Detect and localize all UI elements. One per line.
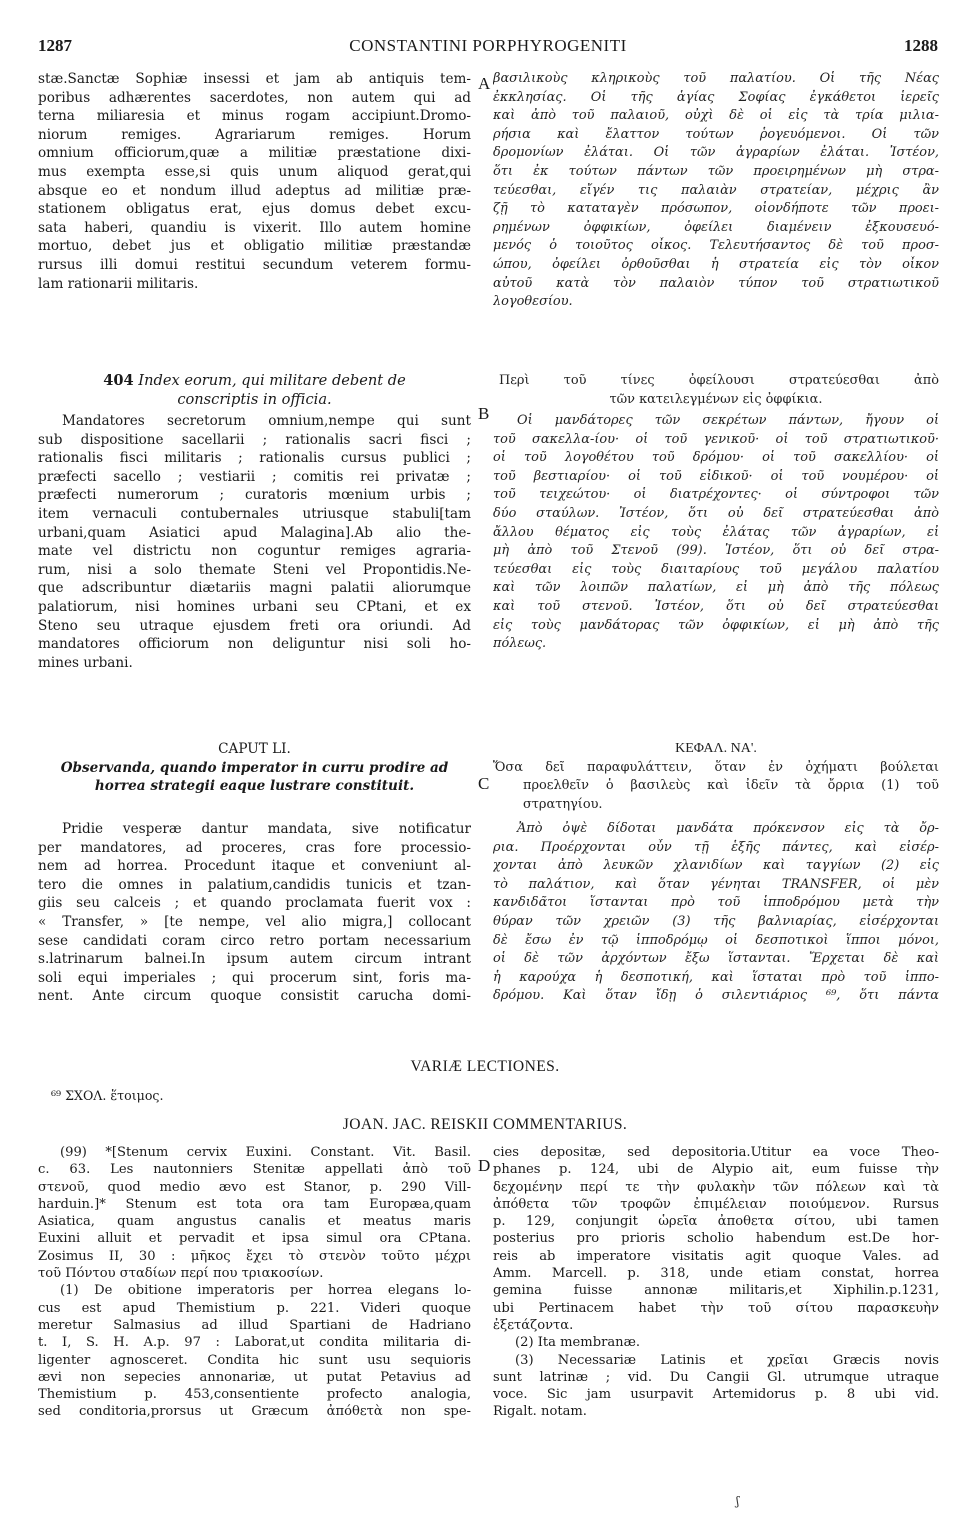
commentary-line: στενοῦ, quod medio ævo est Stanor, p. 290 Vill- — [38, 1179, 471, 1195]
latin-line: « Transfer, » [te nempe, vel alio migra,] collocant — [38, 913, 471, 930]
page-number-left: 1287 — [38, 36, 72, 55]
latin-line: rationalis fisci militaris ; rationalis cursus publici ; — [38, 450, 471, 467]
greek-caput-subtitle-cont: στρατηγίου. — [523, 796, 603, 812]
section-number: 404 — [103, 372, 134, 389]
greek-caput-subtitle-cont: προελθεῖν ὁ βασιλεὺς καὶ ἰδεῖν τὰ ὄρρια (1) τοῦ — [523, 778, 939, 794]
greek-line: Ἀπὸ ὀψὲ δίδοται μανδάτα πρόκενσον εἰς τὰ ὄρ- — [517, 821, 939, 836]
page-header — [38, 36, 938, 62]
greek-line: δὲ ἔσω ἐν τῷ ἱπποδρόμῳ οἱ δεσποτικοὶ ἵπποι μόνοι, — [493, 932, 939, 948]
commentary-line: Themistium p. 453,consentiente profecto analogia, — [38, 1387, 471, 1403]
greek-line: ώπου, ὀφείλει ὀρθοῦσθαι ἡ στρατεία εἰς τὸν οἶκον — [493, 256, 939, 272]
page-title: CONSTANTINI PORPHYROGENITI — [349, 36, 627, 55]
commentary-line: Zosimus II, 30 : μῆκος ἔχει τὸ στενὸν τοῦτο μέχρι — [38, 1248, 471, 1264]
greek-line: τεύεσθαι, εἴγέν τις παλαιὰν στρατείαν, μέχρις ἂν — [493, 182, 939, 198]
commentary-line: ævi non sepecies annonariæ, ut putat Petavius ad — [38, 1369, 471, 1385]
commentary-line: ἀπόθετα τῶν τροφῶν ἐπιμέλειαν ποιούμενον. Rursus — [493, 1196, 939, 1212]
greek-line: δρομονίων ἐλάται. Οἱ τῶν ἀγραρίων ἐλάται. Ἰστέον, — [493, 145, 939, 161]
latin-line: stæ.Sanctæ Sophiæ insessi et jam ab antiquis tem- — [38, 71, 471, 87]
greek-line: ζῇ τὸ καταταγὲν πρόσωπον, οἱονδήποτε τῶν προει- — [493, 201, 939, 217]
latin-line: soli equi imperiales ; qui procerum sint, foris ma- — [38, 969, 471, 986]
greek-line: θύραν τῶν χρειῶν (3) τῆς βαλνιαρίας, εἰσέρχονται — [493, 913, 939, 929]
latin-line: palatiorum, nisi homines urbani seu CPtani, et ex — [38, 598, 471, 615]
commentary-line: (1) De obitione imperatoris per horrea elegans lo- — [60, 1283, 471, 1299]
latin-line: Steno seu utraque ejusdem freti ora oriundi. Ad — [38, 617, 471, 634]
latin-line: Mandatores secretorum omnium,nempe qui sunt — [62, 413, 471, 429]
latin-line: terna miliaresia et minus rogam accipiunt.Dromo- — [38, 108, 471, 125]
commentary-line: Euxini alluit et pervadit et ipsa simul ora CPtana. — [38, 1231, 471, 1247]
commentary-line: harduin.]* Stenum est tota ora tam Europæa,quam — [38, 1196, 471, 1212]
latin-line: mandatores officiorum non deliguntur nisi soli ho- — [38, 636, 471, 653]
latin-line: sub dispositione sacellarii ; rationalis sacri fisci ; — [38, 431, 471, 448]
commentary-line: Asiatica, quam angustus canalis et meatus maris — [38, 1214, 471, 1230]
commentary-line: Rigalt. notam. — [493, 1404, 587, 1420]
greek-column-part3 — [493, 820, 939, 1006]
commentary-line: sunt latrinæ ; vid. Du Cangii Gl. utrumque utraque — [493, 1369, 939, 1385]
greek-line: πόλεως. — [493, 636, 547, 652]
commentary-line: meretur Salmasius ad illud Spartiani de Hadriano — [38, 1317, 471, 1333]
commentary-line: cus est apud Themistium p. 221. Videri quoque — [38, 1300, 471, 1316]
latin-line: stationem obligatus erat, ejus domus debet excu- — [38, 201, 471, 218]
greek-line: ὅτι ἐκ τούτων πάντων τῶν προειρημένων μὴ στρα- — [493, 163, 939, 179]
page-number-right: 1288 — [904, 36, 938, 55]
commentary-line: ubi Pertinacem habet τὴν τοῦ σίτου παρασκευὴν — [493, 1300, 939, 1316]
variae-lectiones-title: VARIÆ LECTIONES. — [410, 1058, 560, 1075]
latin-line: niorum remiges. Agrariarum remiges. Horum — [38, 126, 471, 143]
latin-line: rursus illi domui restitui secundum veterem formu- — [38, 256, 471, 273]
latin-column-part1 — [38, 70, 471, 293]
latin-line: tero die omnes in palatium,candidis tunicis et tzan- — [38, 876, 471, 893]
greek-line: βασιλικοὺς κληρικοὺς τοῦ παλατίου. Οἱ τῆς Νέας — [493, 71, 939, 86]
greek-caput-title: ΚΕΦΑΛ. ΝΑ'. — [675, 741, 757, 756]
greek-column-part1 — [493, 70, 939, 312]
latin-line: præfecti numerorum ; curatoris mœnium urbis ; — [38, 487, 471, 504]
caput-title: CAPUT LI. — [218, 741, 291, 757]
greek-line: αὐτοῦ κατὰ τὸν παλαιὸν τύπον τοῦ στρατιωτικοῦ — [493, 275, 939, 291]
greek-line: τοῦ τειχεώτου· οἱ διατρέχοντες· οἱ σύντροφοι τῶν — [493, 487, 939, 503]
latin-line: mortuo, debet jus et obligatio militiæ præstandæ — [38, 238, 471, 255]
greek-line: ἡ καρούχα ἡ δεσποτική, καὶ ἵσταται πρὸ τοῦ ἱππο- — [493, 969, 939, 985]
latin-line: mus exempta esse,si quis unum aliquod gerat,qui — [38, 163, 471, 180]
greek-line: ἄλλου θέματος εἰς τοὺς ἐλάτας τῶν ἀγραρίων, εἰ — [493, 524, 939, 540]
caput-subtitle-cont: horrea strategii eaque lustrare constituit. — [94, 778, 415, 795]
greek-line: δρόμου. Καὶ ὅταν ἴδῃ ὁ σιλεντιάριος ⁶⁹, ὅτι πάντα — [493, 988, 939, 1004]
commentary-line: (3) Necessariæ Latinis et χρεῖαι Græcis novis — [515, 1352, 939, 1368]
greek-line: μενός ὁ τοιοῦτος οἶκος. Τελευτήσαντος δὲ τοῦ προσ- — [493, 238, 939, 254]
commentary-line: c. 63. Les nautonniers Stenitæ appellati ἀπὸ τοῦ — [38, 1162, 471, 1178]
latin-section-404-heading — [38, 372, 471, 409]
margin-letter-c: C — [478, 774, 490, 793]
greek-line: λογοθεσίου. — [493, 294, 573, 310]
greek-line: κανδιδᾶτοι ἵστανται πρὸ τοῦ ἱπποδρόμου μετὰ τὴν — [493, 895, 939, 911]
latin-line: s.latrinarum balnei.In ipsum autem circum intrant — [38, 951, 471, 968]
section-title-cont: conscriptis in officia. — [177, 390, 332, 408]
commentary-line: ἐξετάζοντα. — [493, 1317, 574, 1333]
greek-line: τοῦ σακελλα-ίου· οἱ τοῦ γενικοῦ· οἱ τοῦ στρατιωτικοῦ· — [493, 431, 939, 447]
caput-subtitle: Observanda, quando imperator in curru prodire ad — [60, 759, 449, 776]
commentary-line: ligenter agnosceret. Condita hic sunt usu sequioris — [38, 1352, 471, 1368]
latin-line: per mandatores, ad proceres, cras fore processio- — [38, 839, 471, 856]
commentary-line: t. I, S. H. A.p. 97 : Laborat,ut condita militaria di- — [38, 1335, 471, 1351]
commentary-line: δεχομένην περί τε τὴν φυλακὴν τῶν πόλεων καὶ τὰ — [493, 1179, 939, 1195]
commentary-line: Amm. Marcell. p. 318, unde etiam constat, horrea — [493, 1266, 939, 1282]
greek-line: δύο σταύλων. Ἰστέον, ὅτι οὐ δεῖ στρατεύεσθαι ἀπὸ — [493, 505, 939, 521]
latin-line: mate vel districtu non coguntur remiges agraria- — [38, 543, 471, 560]
latin-line: que adscribuntur diætariis magni palatii aliorumque — [38, 580, 471, 597]
latin-line: omnium officiorum,quæ a militiæ præstatione dixi- — [38, 145, 471, 162]
variant-note: ⁶⁹ ΣΧΟΛ. ἕτοιμος. — [51, 1088, 164, 1103]
latin-line: nent. Ante circum quoque consistit carucha domi- — [38, 988, 471, 1005]
latin-column-part3 — [38, 820, 471, 1006]
greek-line: εἰς τοὺς μανδάτορας τῶν ὀφφικίων, εἰ μὴ ἀπὸ τῆς — [493, 617, 939, 633]
greek-line: χονται ἀπὸ λευκῶν χλανιδίων καὶ ταγγίων (2) εἰς — [493, 858, 939, 874]
greek-caput-subtitle: Ὅσα δεῖ παραφυλάττειν, ὅταν ἐν ὀχήματι βούλεται — [493, 759, 939, 775]
commentary-title: JOAN. JAC. REISKII COMMENTARIUS. — [342, 1116, 628, 1133]
commentary-right-column — [493, 1144, 939, 1421]
greek-line: ρια. Προέρχονται οὖν τῇ ἑξῆς πάντες, καὶ εἰσέρ- — [493, 839, 939, 855]
greek-section-404-heading — [493, 372, 939, 409]
greek-line: οἱ τοῦ λογοθέτου τοῦ δρόμου· οἱ τοῦ σακελλίου· οἱ — [493, 450, 939, 466]
greek-line: Οἱ μανδάτορες τῶν σεκρέτων πάντων, ἤγουν οἱ — [517, 413, 939, 428]
greek-column-part2 — [493, 412, 939, 654]
commentary-line: p. 129, conjungit ὡρεῖα ἀποθετα σίτου, ubi tamen — [493, 1214, 939, 1230]
latin-column-part2 — [38, 412, 471, 672]
greek-line: οἱ δὲ τῶν ἀρχόντων ἔξω ἵστανται. Ἔρχεται δὲ καὶ — [493, 951, 939, 967]
printer-mark-icon: ʃ — [736, 1494, 740, 1508]
latin-line: Pridie vesperæ dantur mandata, sive notificatur — [62, 821, 471, 837]
greek-caput-heading — [493, 740, 939, 814]
latin-line: mines urbani. — [38, 654, 133, 671]
latin-line: absque eo et nondum illud adeptus ad militiæ præ- — [38, 182, 471, 199]
greek-line: μὴ ἀπὸ τοῦ Στενοῦ (99). Ἰστέον, ὅτι οὐ δεῖ στρα- — [493, 543, 939, 559]
commentary-left-column — [38, 1144, 471, 1421]
commentary-line: phanes p. 124, ubi de Alypio ait, eum fuisse τὴν — [493, 1162, 939, 1178]
greek-line: καὶ τῶν λοιπῶν παλατίων, εἰ μὴ ἀπὸ τῆς πόλεως — [493, 580, 939, 596]
latin-line: sata haberi, quandiu is vixerit. Illo autem homine — [38, 219, 471, 236]
margin-letter-a: A — [478, 74, 491, 93]
margin-letter-d: D — [478, 1156, 491, 1175]
latin-line: rum, nisi a solo themate Steni vel Propontidis.Ne- — [38, 561, 471, 578]
greek-line: καὶ τοῦ στενοῦ. Ἰστέον, ὅτι οὐ δεῖ στρατεύεσθαι — [493, 598, 939, 614]
section-title: Index eorum, qui militare debent de — [133, 372, 406, 389]
commentary-line: sed conditoria,prorsus ut Græcum ἀπόθετὰ non spe- — [38, 1404, 471, 1420]
latin-line: lam rationarii militaris. — [38, 275, 199, 292]
commentary-line: (99) *[Stenum cervix Euxini. Constant. Vit. Basil. — [60, 1145, 471, 1160]
greek-line: τεύεσθαι εἰς τοὺς διαιταρίους τοῦ μεγάλου παλατίου — [493, 561, 939, 577]
commentary-line: cies depositæ, sed depositoria.Utitur ea voce Theo- — [493, 1145, 939, 1160]
greek-section-title-cont: τῶν κατειλεγμένων εἰς ὀφφίκια. — [609, 391, 823, 407]
latin-line: item vernaculi contubernales utriusque stabuli[tam — [38, 505, 471, 522]
margin-letter-b: B — [478, 404, 490, 423]
greek-section-title: Περὶ τοῦ τίνες ὀφείλουσι στρατεύεσθαι ἀπὸ — [499, 373, 939, 388]
greek-line: ρήσια καὶ ἔλαττον τούτων ῥογευόμενοι. Οἱ τῶν — [493, 126, 939, 142]
commentary-line: reis ab imperatore visitatis agit quoque Vales. ad — [493, 1248, 939, 1264]
commentary-line: (2) Ita membranæ. — [515, 1335, 641, 1351]
greek-line: τὸ παλάτιον, καὶ ὅταν γένηται TRANSFER, οἱ μὲν — [493, 876, 939, 892]
greek-line: ρημένων ὀφφικίων, ὀφείλει διαμένειν ἐξκουσευό- — [493, 219, 939, 235]
commentary-line: voce. Sic jam usurpavit Artemidorus p. 8 ubi vid. — [493, 1387, 939, 1403]
latin-caput-heading — [38, 740, 471, 796]
latin-line: præfecti sacello ; vestiarii ; comitis rei privatæ ; — [38, 468, 471, 485]
latin-line: urbani,quam Asiatici apud Malagina].Ab alio the- — [38, 524, 471, 541]
commentary-line: posterius pro prioris scholio habendum est.De hor- — [493, 1231, 939, 1247]
latin-line: sese candidati coram circo retro portam necessarium — [38, 932, 471, 949]
greek-line: καὶ ἀπὸ τοῦ παλαιοῦ, οὐχὶ δὲ οἱ εἰς τὰ τρία μιλια- — [493, 108, 939, 124]
greek-line: ἐκκλησίας. Οἱ τῆς ἁγίας Σοφίας ἐγκάθετοι ἱερεῖς — [493, 89, 939, 105]
latin-line: poribus adhærentes sacerdotes, non autem qui ad — [38, 89, 471, 106]
greek-line: τοῦ βεστιαρίου· οἱ τοῦ εἰδικοῦ· οἱ τοῦ νουμέρου· οἱ — [493, 468, 939, 484]
commentary-line: τοῦ Πόντου σταδίων περί που τριακοσίων. — [38, 1266, 324, 1282]
latin-line: giis seu calceis ; et quando proclamata fuerit vox : — [38, 895, 471, 912]
commentary-line: gemina fuisse annonæ militaris,et Xiphilin.p.1231, — [493, 1283, 939, 1299]
latin-line: nem ad horrea. Procedunt itaque et conveniunt al- — [38, 858, 471, 875]
